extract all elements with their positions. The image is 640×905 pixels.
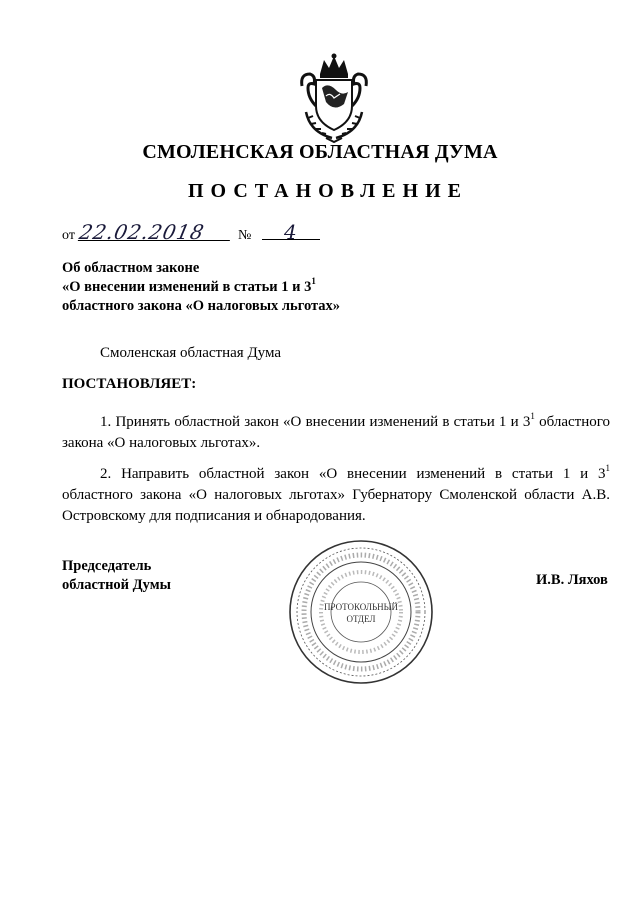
- paragraph-1: [62, 412, 610, 454]
- signer-title-line-2: областной Думы: [62, 577, 171, 593]
- paragraph-1-text-a: 1. Принять областной закон «О внесении изменений в статьи 1 и 3: [100, 414, 531, 430]
- superscript: 1: [530, 411, 535, 421]
- resolves-heading: ПОСТАНОВЛЯЕТ:: [62, 376, 197, 392]
- handwritten-number: 4: [262, 220, 320, 240]
- paragraph-1-text-b: областного закона «О налоговых льготах».: [62, 414, 610, 451]
- document-type-heading: ПОСТАНОВЛЕНИЕ: [188, 180, 468, 202]
- subject-line-2-text: «О внесении изменений в статьи 1 и 3: [62, 279, 312, 295]
- subject-line-1: Об областном законе: [62, 260, 200, 276]
- signer-title-line-1: Председатель: [62, 558, 152, 574]
- handwritten-date: 22.02.2018: [78, 220, 234, 241]
- stamp-center-line-1: ПРОТОКОЛЬНЫЙ: [324, 602, 398, 612]
- subject-line-3: областного закона «О налоговых льготах»: [62, 298, 341, 314]
- coat-of-arms-emblem: [296, 52, 372, 144]
- signer-title: [62, 557, 171, 595]
- paragraph-2: [62, 464, 610, 527]
- date-number-line: [62, 220, 382, 244]
- signer-name: И.В. Ляхов: [536, 572, 608, 588]
- subject-line-2: [62, 278, 340, 297]
- number-label: №: [238, 228, 252, 243]
- date-prefix: от: [62, 228, 75, 243]
- intro-text: Смоленская областная Дума: [100, 345, 282, 361]
- paragraph-2-text-b: областного закона «О налоговых льготах» Губернатору Смоленской области А.В. Островскому для подписания и обнародования.: [62, 487, 610, 524]
- superscript: 1: [605, 463, 610, 473]
- superscript: 1: [311, 276, 316, 287]
- document-subject: [62, 259, 340, 316]
- official-round-stamp: [287, 538, 435, 686]
- stamp-center-line-2: ОТДЕЛ: [346, 614, 376, 624]
- paragraph-2-text-a: 2. Направить областной закон «О внесении изменений в статьи 1 и 3: [100, 466, 606, 482]
- org-title: СМОЛЕНСКАЯ ОБЛАСТНАЯ ДУМА: [142, 141, 498, 163]
